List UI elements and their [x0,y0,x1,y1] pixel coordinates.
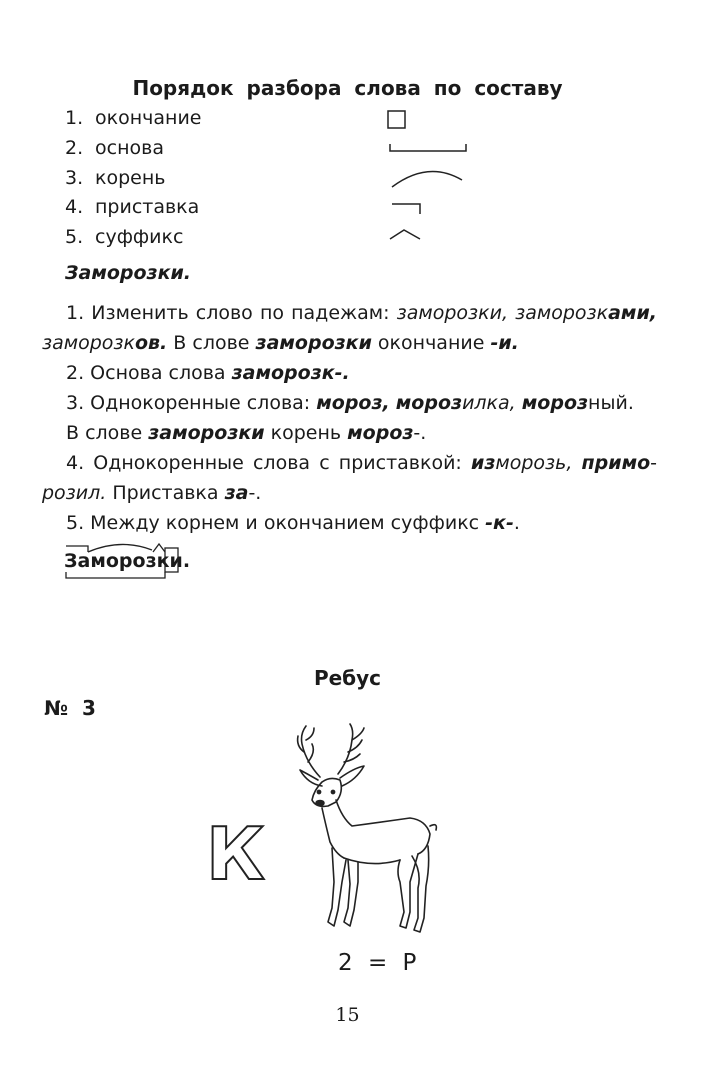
step-1-line-2: заморозков. В слове заморозки окончание -и. [42,332,519,354]
step-5: 5. Между корнем и окончанием суффикс -к-. [66,512,520,534]
suffix-mark [153,544,165,552]
stem-underline-icon [390,144,466,151]
suffix-part: к [156,550,170,572]
page-number: 15 [335,1004,360,1026]
parsed-word: Заморозки. [64,540,224,590]
analysis-text [42,298,657,538]
morpheme-symbols [386,108,476,248]
list-item: 3. корень [65,167,166,189]
prefix-part: За [64,550,91,572]
section-title: Порядок разбора слова по составу [132,76,563,100]
list-item: 5. суффикс [65,226,184,248]
prefix-mark [66,546,88,552]
rebus-letter: К [206,812,265,896]
root-part: мороз [90,550,157,572]
list-item-text: корень [95,167,166,189]
morpheme-marks [64,540,224,590]
list-item-text: окончание [95,107,202,129]
analysis-heading: Заморозки. [65,262,192,284]
stem-mark [66,572,165,578]
step-3: 3. Однокоренные слова: мороз, морозилка, морозный. [66,392,634,414]
prefix-corner-icon [392,204,420,214]
ending-mark [165,548,178,572]
rebus-number: № 3 [44,696,96,720]
step-1-line-1: 1. Изменить слово по падежам: заморозки, заморозками, [66,302,657,324]
list-item-text: приставка [95,196,200,218]
step-3-root: В слове заморозки корень мороз-. [66,422,427,444]
root-mark [88,544,152,552]
ending-part: и [169,550,183,572]
list-item: 2. основа [65,137,164,159]
suffix-caret-icon [390,230,420,239]
step-4-line-1: 4. Однокоренные слова с приставкой: изморозь, примо- [66,452,658,474]
step-4-line-2: розил. Приставка за-. [42,482,262,504]
list-item-text: основа [95,137,164,159]
list-item: 1. окончание [65,107,202,129]
step-2: 2. Основа слова заморозк-. [66,362,350,384]
root-arc-icon [392,171,462,187]
list-item-text: суффикс [95,226,184,248]
list-item: 4. приставка [65,196,200,218]
ending-box-icon [388,111,405,128]
rebus-title: Ребус [313,666,382,690]
deer-icon [292,722,442,938]
rebus-hint: 2 = Р [338,950,417,976]
